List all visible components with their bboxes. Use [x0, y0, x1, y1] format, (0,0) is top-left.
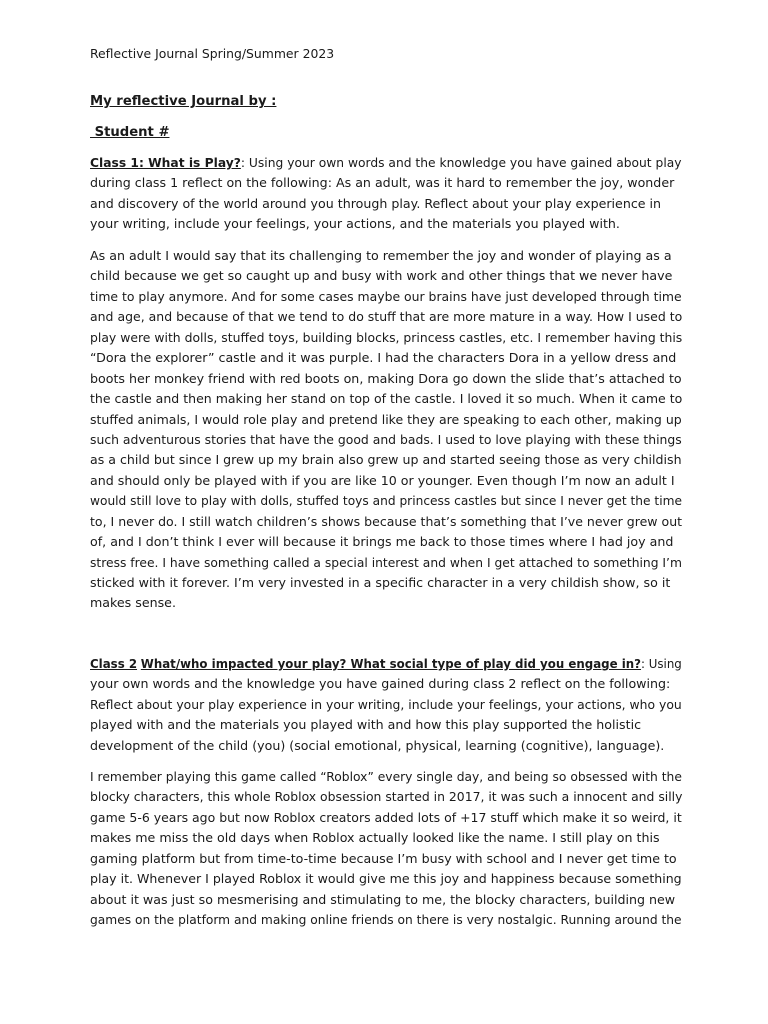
class1-response-line: and age, and because of that we tend to do stuff that are more mature in a way. How I used to — [90, 310, 683, 326]
class2-heading-question: What/who impacted your play? What social type of play did you engage in? — [140, 657, 642, 672]
class2-response-line: play it. Whenever I played Roblox it would give me this joy and happiness because something — [90, 872, 682, 888]
class1-response-line: stuffed animals, I would role play and pretend like they are speaking to each other, making up — [90, 412, 682, 428]
student-number-label: Student # — [90, 125, 170, 140]
class1-response-line: stress free. I have something called a special interest and when I get attached to something I’m — [90, 555, 682, 571]
class1-response — [90, 247, 690, 615]
class1-response-line: such adventurous stories that have the good and bads. I used to love playing with these things — [90, 432, 682, 448]
class1-prompt — [90, 154, 690, 236]
class1-response-line: play were with dolls, stuffed toys, building blocks, princess castles, etc. I remember having this — [90, 330, 683, 346]
journal-title: My reflective Journal by : — [90, 94, 277, 109]
class2-prompt-line: development of the child (you) (social emotional, physical, learning (cognitive), language). — [90, 738, 665, 754]
class2-response-line: I remember playing this game called “Roblox” every single day, and being so obsessed with the — [90, 770, 682, 785]
class1-prompt-line: and discovery of the world around you through play. Reflect about your play experience in — [90, 196, 662, 212]
class1-response-line: would still love to play with dolls, stuffed toys and princess castles but since I never get the time — [90, 494, 682, 510]
class2-response-line: blocky characters, this whole Roblox obsession started in 2017, it was such a innocent and silly — [90, 790, 683, 806]
class2-response-line: game 5-6 years ago but now Roblox creators added lots of +17 stuff which make it so weird, it — [90, 810, 682, 826]
document-header: Reflective Journal Spring/Summer 2023 — [90, 46, 335, 61]
class2-prompt-line: played with and the materials you played with and how this play supported the holistic — [90, 718, 642, 734]
class2-prompt-line: Reflect about your play experience in your writing, include your feelings, your actions, who you — [90, 697, 682, 713]
class1-response-line: of, and I don’t think I ever will because it brings me back to those times where I had joy and — [90, 535, 674, 551]
class1-response-line: the castle and then making her stand on top of the castle. I loved it so much. When it came to — [90, 392, 683, 408]
class2-prompt-text: : Using — [641, 657, 682, 672]
class2-response-line: games on the platform and making online friends on there is very nostalgic. Running around the — [90, 913, 682, 929]
class2-response-line: about it was just so mesmerising and stimulating to me, the blocky characters, building new — [90, 892, 676, 908]
class1-prompt-line: your writing, include your feelings, your actions, and the materials you played with. — [90, 217, 620, 233]
class2-response — [90, 768, 690, 932]
class2-prompt-line-first — [90, 655, 682, 675]
class2-prompt-line: your own words and the knowledge you have gained during class 2 reflect on the following: — [90, 677, 671, 693]
class1-prompt-line: during class 1 reflect on the following: As an adult, was it hard to remember the joy, wonder — [90, 176, 675, 192]
class2-response-line: makes me miss the old days when Roblox actually looked like the name. I still play on this — [90, 831, 660, 847]
class1-response-line: As an adult I would say that its challenging to remember the joy and wonder of playing as a — [90, 249, 672, 264]
class1-prompt-line-first — [90, 154, 682, 174]
class2-prompt — [90, 655, 690, 757]
class1-prompt-text: : Using your own words and the knowledge you have gained about play — [240, 156, 682, 171]
class1-response-line: “Dora the explorer” castle and it was purple. I had the characters Dora in a yellow dress and — [90, 351, 677, 367]
class2-heading-label: Class 2 — [90, 657, 138, 672]
class1-response-line: sticked with it forever. I’m very invested in a specific character in a very childish show, so it — [90, 576, 671, 591]
class1-response-line: boots her monkey friend with red boots on, making Dora go down the slide that’s attached to — [90, 371, 682, 387]
class1-response-line: time to play anymore. And for some cases maybe our brains have just developed through time — [90, 289, 682, 305]
class1-response-line: and should only be played with if you are like 10 or younger. Even though I’m now an adult I — [90, 473, 675, 489]
class1-response-line: as a child but since I grew up my brain also grew up and started seeing those as very childish — [90, 453, 682, 469]
class1-heading: Class 1: What is Play? — [90, 156, 241, 171]
class1-response-line: makes sense. — [90, 596, 176, 612]
class1-response-line: to, I never do. I still watch children’s shows because that’s something that I’ve never grew out — [90, 514, 683, 530]
class2-response-line: gaming platform but from time-to-time because I’m busy with school and I never get time to — [90, 851, 677, 867]
class1-response-line: child because we get so caught up and busy with work and other things that we never have — [90, 269, 673, 285]
